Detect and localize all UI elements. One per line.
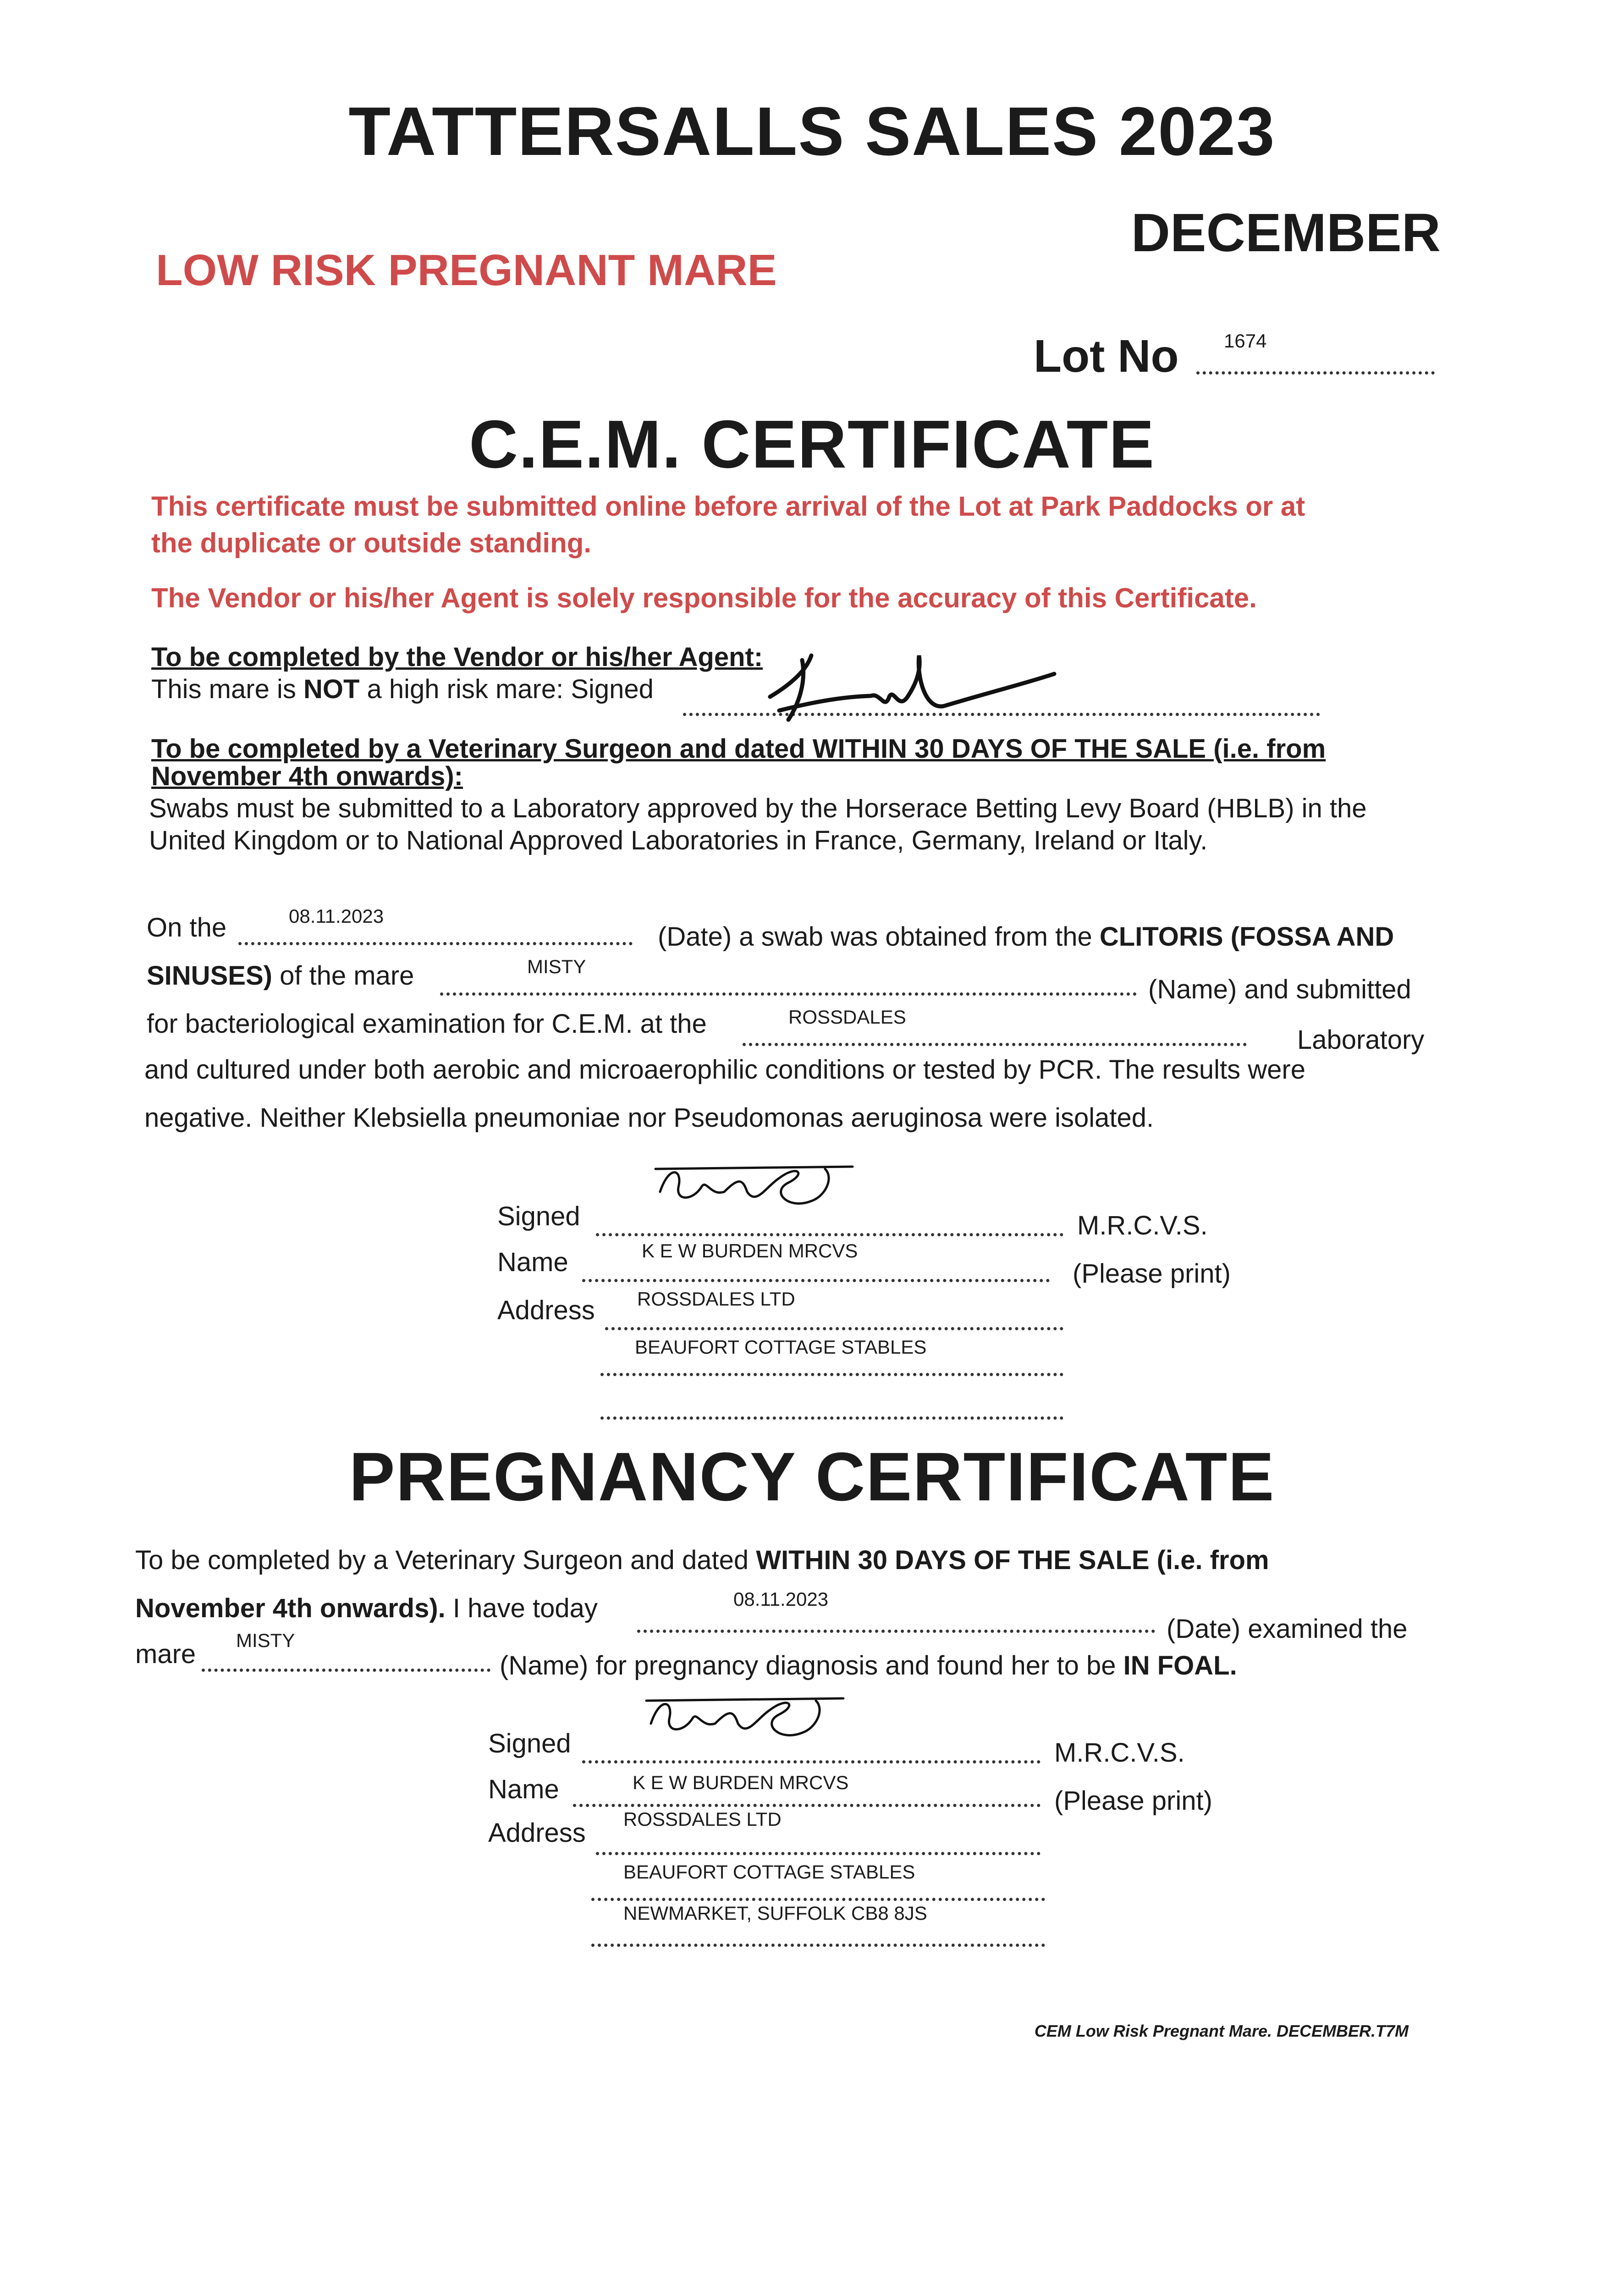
pregnancy-date-value: 08.11.2023 xyxy=(733,1588,829,1610)
mare-line-text: SINUSES) of the mare xyxy=(147,961,414,991)
pregnancy-address-line-3 xyxy=(591,1944,1045,1947)
pregnancy-address-line-1 xyxy=(596,1852,1040,1855)
pregnancy-date-line xyxy=(637,1630,1155,1633)
vendor-statement: This mare is NOT a high risk mare: Signed xyxy=(151,674,654,704)
pregnancy-address-3-value: NEWMARKET, SUFFOLK CB8 8JS xyxy=(623,1902,927,1924)
vendor-signature xyxy=(752,642,1063,733)
pregnancy-date-examined: (Date) examined the xyxy=(1167,1614,1408,1644)
pregnancy-please-print: (Please print) xyxy=(1054,1786,1212,1816)
pregnancy-diagnosis-text: (Name) for pregnancy diagnosis and found her to be IN FOAL. xyxy=(500,1651,1237,1680)
lot-number: 1674 xyxy=(1224,330,1267,352)
swab-site-text: (Date) a swab was obtained from the CLITORIS (FOSSA AND xyxy=(658,922,1394,952)
cem-address-label: Address xyxy=(497,1295,595,1325)
cem-notice-2: The Vendor or his/her Agent is solely responsible for the accuracy of this Certificate. xyxy=(151,583,1257,613)
cem-address-line-1 xyxy=(605,1327,1063,1330)
pregnancy-title: PREGNANCY CERTIFICATE xyxy=(349,1438,1275,1515)
pregnancy-signed-line xyxy=(582,1760,1040,1763)
laboratory-line xyxy=(743,1043,1247,1046)
form-reference: CEM Low Risk Pregnant Mare. DECEMBER.T7M xyxy=(1034,2022,1409,2040)
pregnancy-address-line-2 xyxy=(591,1898,1045,1901)
cem-vet-name-value: K E W BURDEN MRCVS xyxy=(642,1240,858,1262)
cem-signed-line xyxy=(596,1233,1063,1236)
vendor-heading: To be completed by the Vendor or his/her Agent: xyxy=(151,642,763,672)
laboratory-label: Laboratory xyxy=(1297,1025,1425,1055)
cem-notice-1: This certificate must be submitted online before arrival of the Lot at Park Paddocks or at xyxy=(151,491,1305,522)
cem-notice-1b: the duplicate or outside standing. xyxy=(151,528,592,558)
cem-name-line xyxy=(582,1279,1050,1282)
pregnancy-mare-name-value: MISTY xyxy=(236,1630,295,1651)
cem-address-line-3 xyxy=(600,1416,1063,1420)
pregnancy-text-line-2: November 4th onwards). I have today xyxy=(135,1593,598,1623)
pregnancy-mare-line xyxy=(202,1669,490,1672)
on-the-label: On the xyxy=(147,913,227,942)
cem-address-1-value: ROSSDALES LTD xyxy=(637,1288,795,1310)
negative-text: negative. Neither Klebsiella pneumoniae nor Pseudomonas aeruginosa were isolated. xyxy=(144,1103,1154,1133)
pregnancy-text-line-1: To be completed by a Veterinary Surgeon and dated WITHIN 30 DAYS OF THE SALE (i.e. from xyxy=(135,1545,1269,1575)
pregnancy-mare-label: mare xyxy=(135,1639,196,1669)
pregnancy-address-label: Address xyxy=(488,1818,586,1848)
pregnancy-mrcvs-label: M.R.C.V.S. xyxy=(1054,1738,1185,1768)
swab-text-line-1: Swabs must be submitted to a Laboratory approved by the Horserace Betting Levy Board (HBLB) in the xyxy=(149,793,1367,823)
vet-heading-line-2: November 4th onwards): xyxy=(151,761,463,791)
cem-please-print: (Please print) xyxy=(1073,1259,1231,1289)
category-label: LOW RISK PREGNANT MARE xyxy=(156,246,777,295)
cem-mrcvs-label: M.R.C.V.S. xyxy=(1077,1211,1208,1240)
cultured-text: and cultured under both aerobic and microaerophilic conditions or tested by PCR. The results were xyxy=(144,1055,1305,1085)
sale-month: DECEMBER xyxy=(1131,203,1441,263)
lot-dotted-line xyxy=(1196,371,1435,375)
cem-name-label: Name xyxy=(497,1247,568,1277)
cem-address-line-2 xyxy=(600,1373,1063,1376)
pregnancy-signed-label: Signed xyxy=(488,1729,571,1758)
pregnancy-vet-signature xyxy=(642,1682,853,1756)
name-and-submitted: (Name) and submitted xyxy=(1148,975,1411,1004)
page-title: TATTERSALLS SALES 2023 xyxy=(348,93,1276,170)
cem-vet-signature xyxy=(651,1151,862,1224)
lot-label: Lot No xyxy=(1034,331,1179,382)
pregnancy-name-line xyxy=(573,1804,1040,1807)
swab-date-line xyxy=(238,942,633,945)
mare-name-line xyxy=(440,992,1137,996)
pregnancy-address-2-value: BEAUFORT COTTAGE STABLES xyxy=(623,1861,915,1883)
cem-signed-label: Signed xyxy=(497,1201,580,1231)
vet-heading-line-1: To be completed by a Veterinary Surgeon and dated WITHIN 30 DAYS OF THE SALE (i.e. from xyxy=(151,734,1326,764)
cem-address-2-value: BEAUFORT COTTAGE STABLES xyxy=(635,1336,927,1358)
swab-date-value: 08.11.2023 xyxy=(289,905,384,927)
laboratory-name-value: ROSSDALES xyxy=(788,1006,906,1028)
pregnancy-address-1-value: ROSSDALES LTD xyxy=(623,1808,782,1830)
pregnancy-name-label: Name xyxy=(488,1774,559,1804)
cem-title: C.E.M. CERTIFICATE xyxy=(469,407,1155,482)
mare-name-value: MISTY xyxy=(527,956,586,977)
pregnancy-vet-name-value: K E W BURDEN MRCVS xyxy=(633,1772,849,1793)
bacteriological-text: for bacteriological examination for C.E.M. at the xyxy=(147,1009,707,1039)
swab-text-line-2: United Kingdom or to National Approved Laboratories in France, Germany, Ireland or Italy. xyxy=(149,826,1208,855)
